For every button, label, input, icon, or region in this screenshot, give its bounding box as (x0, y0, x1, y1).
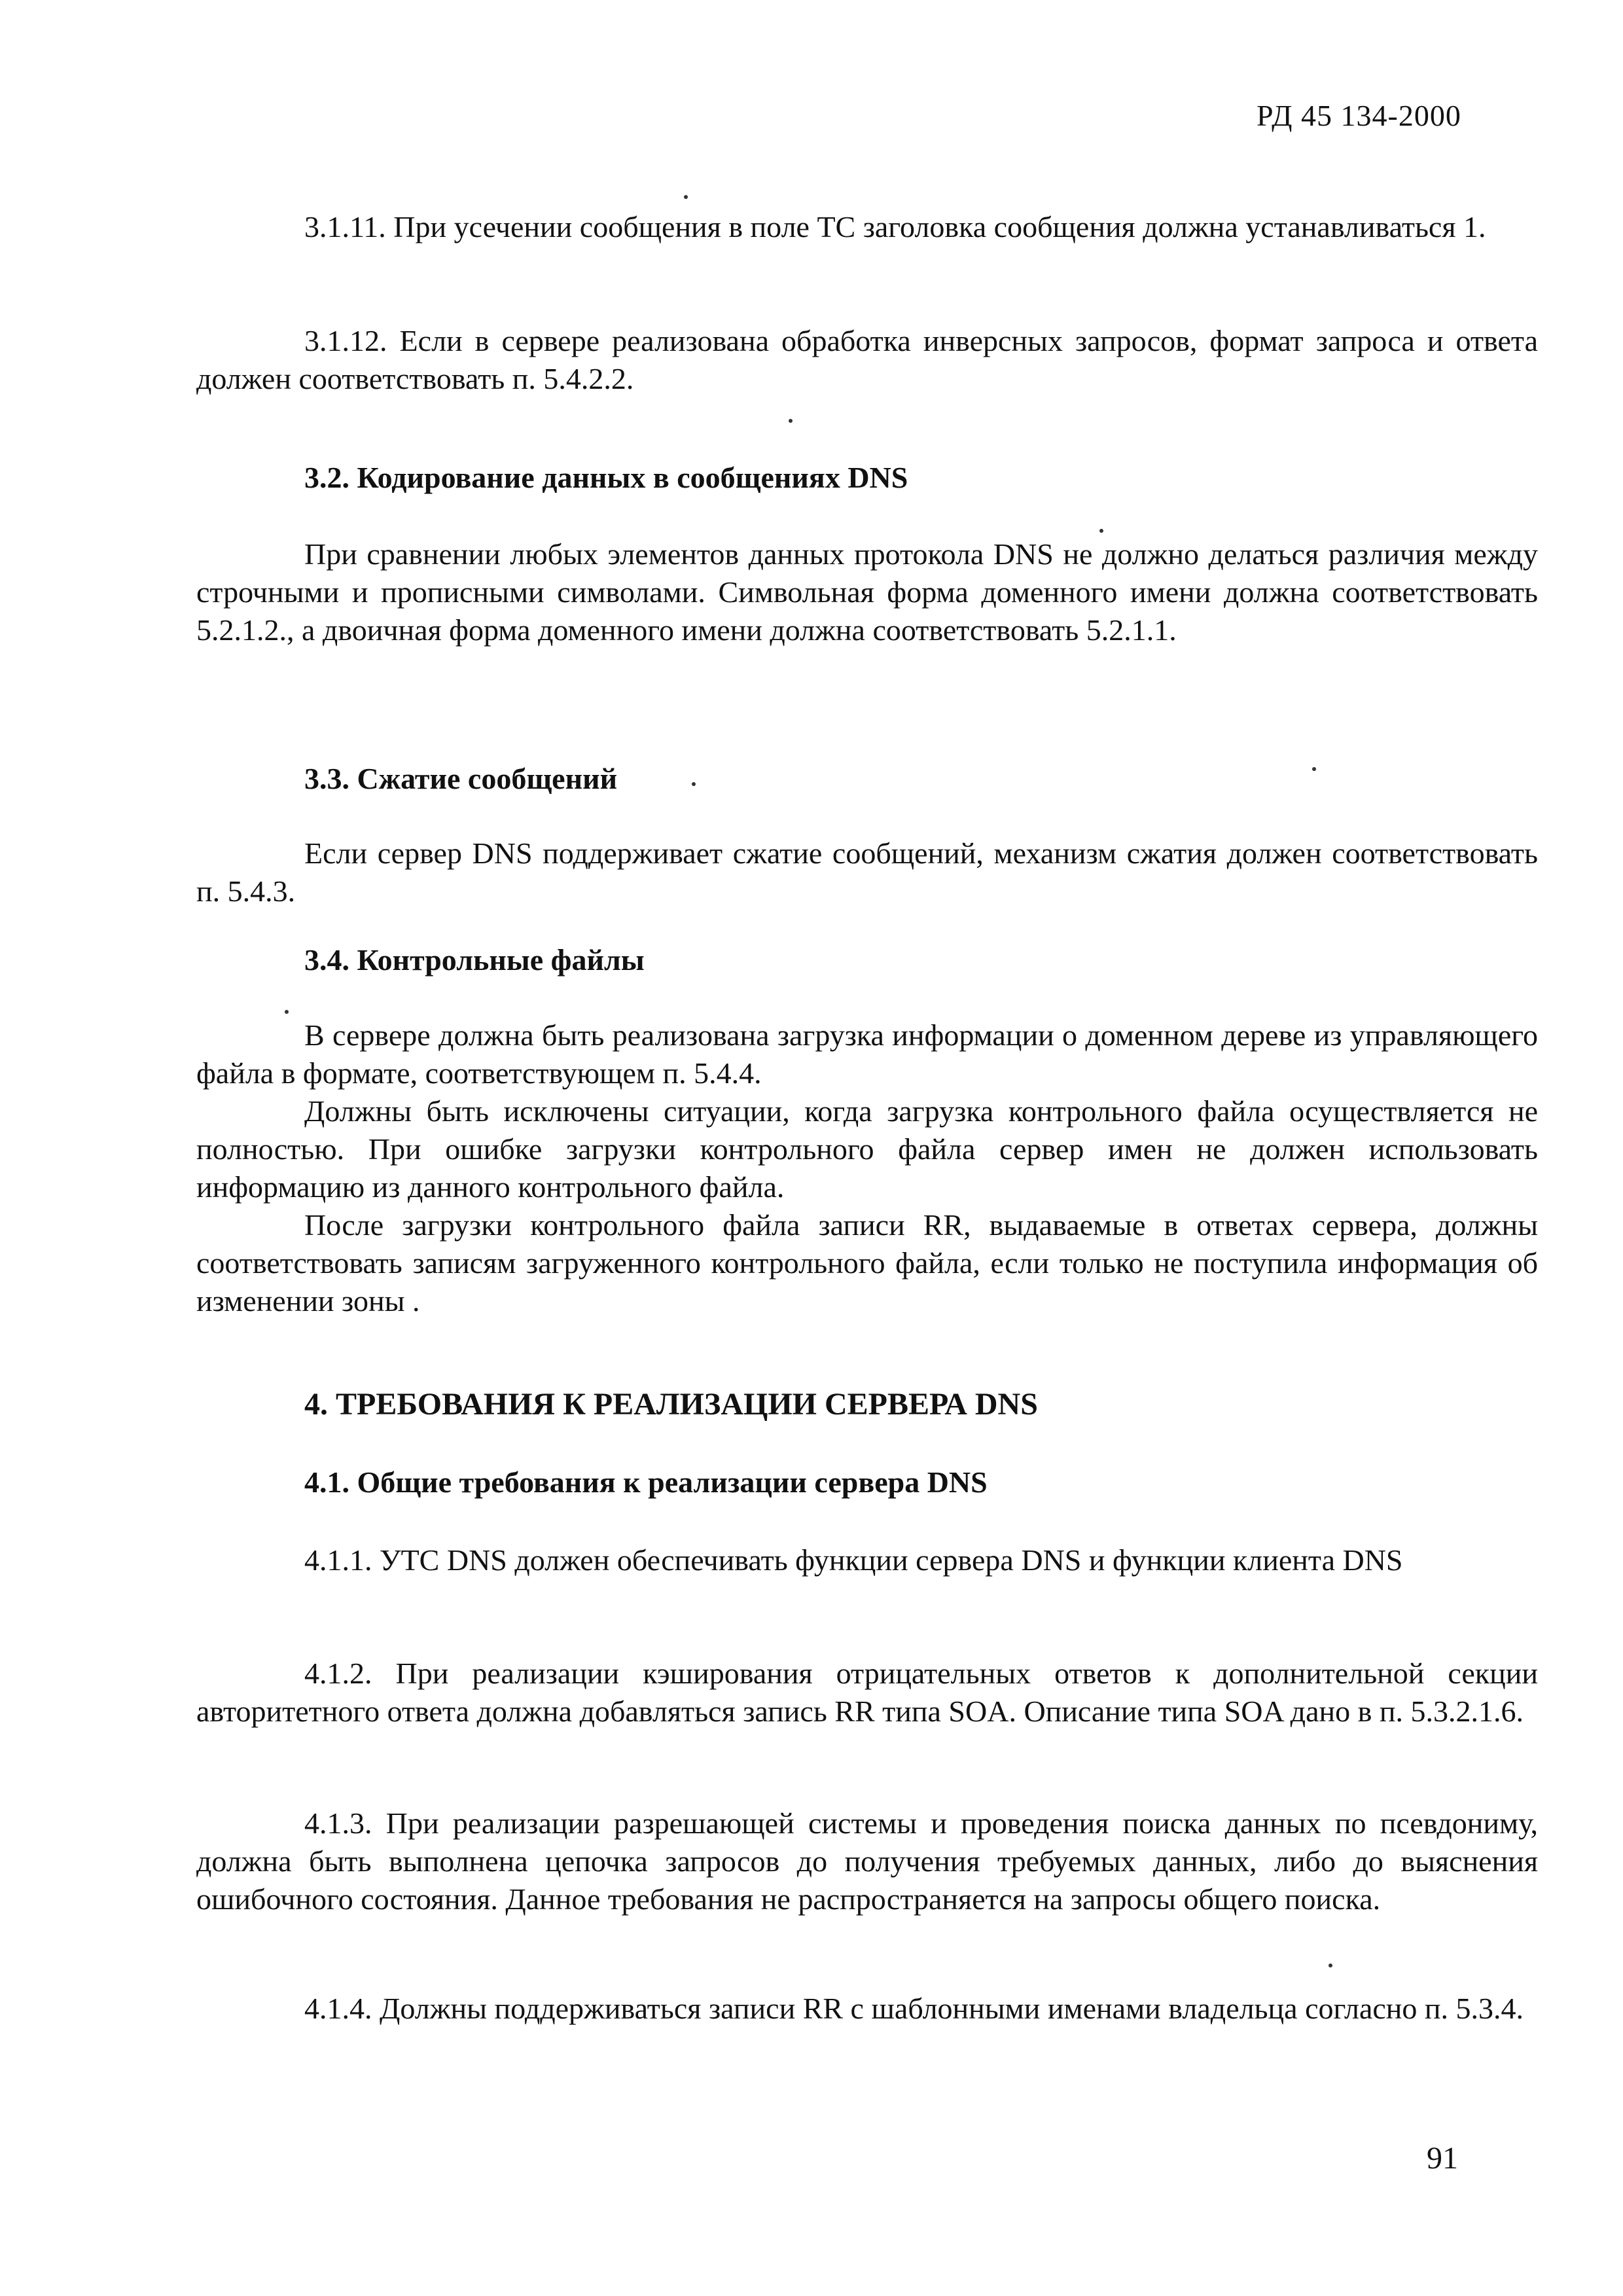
scan-speck (789, 419, 793, 423)
scan-speck (684, 195, 688, 199)
paragraph-4-1-1: 4.1.1. УТС DNS должен обеспечивать функции сервера DNS и функции клиента DNS (304, 1543, 1403, 1577)
paragraph-3-4-a: В сервере должна быть реализована загрузка информации о доменном дереве из управляющего файла в формате, соответствующем п. 5.4.4. (196, 1018, 1538, 1090)
paragraph-3-4-c: После загрузки контрольного файла записи RR, выдаваемые в ответах сервера, должны соответствовать записям загруженного контрольного файла, если только не поступила информация об изменении зоны . (196, 1208, 1538, 1318)
heading-3-4: 3.4. Контрольные файлы (304, 943, 645, 977)
paragraph-3-1-11: 3.1.11. При усечении сообщения в поле ТС заголовка сообщения должна устанавливаться 1. (304, 210, 1486, 243)
page-number: 91 (1427, 2141, 1458, 2176)
scan-speck (1312, 767, 1316, 771)
document-code: РД 45 134-2000 (1257, 99, 1461, 132)
paragraph-4-1-3: 4.1.3. При реализации разрешающей системы и проведения поиска данных по псевдониму, должна быть выполнена цепочка запросов до получения требуемых данных, либо до выяснения ошибочного состояния. Данное требования не распространяется на запросы общего поиска. (196, 1806, 1538, 1916)
paragraph-4-1-2: 4.1.2. При реализации кэширования отрицательных ответов к дополнительной секции авторитетного ответа должна добавляться запись RR типа SOA. Описание типа SOA дано в п. 5.3.2.1.6. (196, 1657, 1538, 1728)
paragraph-3-3: Если сервер DNS поддерживает сжатие сообщений, механизм сжатия должен соответствовать п. 5.4.3. (196, 836, 1538, 908)
paragraph-3-4-b: Должны быть исключены ситуации, когда загрузка контрольного файла осуществляется не полностью. При ошибке загрузки контрольного файла сервер имен не должен использовать информацию из данного контрольного файла. (196, 1094, 1538, 1204)
heading-3-2: 3.2. Кодирование данных в сообщениях DNS (304, 461, 908, 494)
heading-4: 4. ТРЕБОВАНИЯ К РЕАЛИЗАЦИИ СЕРВЕРА DNS (304, 1387, 1038, 1422)
scan-speck (692, 782, 696, 786)
scan-speck (1099, 529, 1103, 533)
heading-4-1: 4.1. Общие требования к реализации сервера DNS (304, 1465, 988, 1499)
paragraph-3-2: При сравнении любых элементов данных протокола DNS не должно делаться различия между строчными и прописными символами. Символьная форма доменного имени должна соответствовать 5.2.1.2., а двоичная форма доменного имени должна соответствовать 5.2.1.1. (196, 537, 1538, 647)
scan-speck (1329, 1964, 1332, 1967)
paragraph-4-1-4: 4.1.4. Должны поддерживаться записи RR с шаблонными именами владельца согласно п. 5.3.4. (304, 1992, 1524, 2025)
paragraph-3-1-12: 3.1.12. Если в сервере реализована обработка инверсных запросов, формат запроса и ответа должен соответствовать п. 5.4.2.2. (196, 324, 1538, 395)
heading-3-3: 3.3. Сжатие сообщений (304, 762, 618, 795)
scan-speck (285, 1010, 289, 1014)
